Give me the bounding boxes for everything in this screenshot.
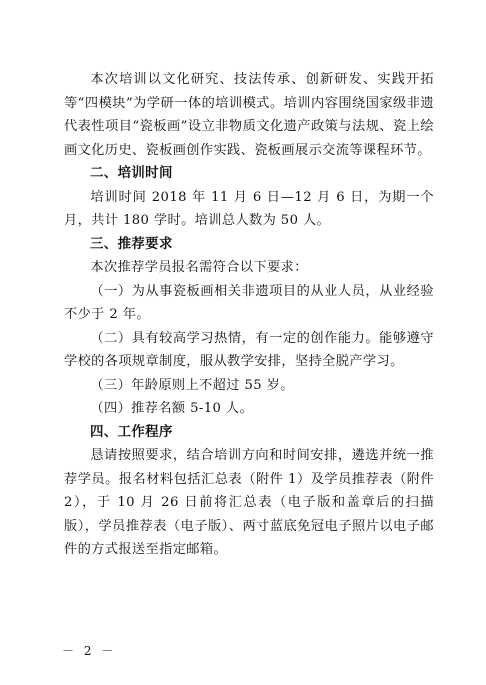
document-body <box>64 68 434 562</box>
procedure-paragraph: 恳请按照要求，结合培训方向和时间安排，遴选并统一推荐学员。报名材料包括汇总表（附件 1）及学员推荐表（附件 2），于 10 月 26 日前将汇总表（电子版和盖章后的扫描版），学员推荐表（电子版）、两寸蓝底免冠电子照片以电子邮件的方式报送至指定邮箱。 <box>64 448 434 557</box>
intro-paragraph: 本次培训以文化研究、技法传承、创新研发、实践开拓等“四模块”为学研一体的培训模式。培训内容围绕国家级非遗代表性项目“瓷板画”设立非物质文化遗产政策与法规、瓷上绘画文化历史、瓷板画创作实践、瓷板画展示交流等课程环节。 <box>64 72 434 158</box>
page-number: － 2 － <box>62 644 117 658</box>
section-heading-training-time: 二、培训时间 <box>90 166 173 181</box>
requirement-item-2: （二）具有较高学习热情，有一定的创作能力。能够遵守学校的各项规章制度，服从教学安排，坚持全脱产学习。 <box>64 330 434 369</box>
requirement-item-4: （四）推荐名额 5-10 人。 <box>90 401 254 416</box>
requirements-intro: 本次推荐学员报名需符合以下要求： <box>90 260 308 275</box>
requirement-item-3: （三）年龄原则上不超过 55 岁。 <box>90 377 294 393</box>
training-time-paragraph: 培训时间 2018 年 11 月 6 日—12 月 6 日，为期一个月，共计 180 学时。培训总人数为 50 人。 <box>64 189 434 228</box>
requirement-item-1: （一）为从事瓷板画相关非遗项目的从业人员，从业经验不少于 2 年。 <box>64 283 434 322</box>
section-heading-requirements: 三、推荐要求 <box>90 236 173 252</box>
section-heading-procedure: 四、工作程序 <box>90 424 173 440</box>
